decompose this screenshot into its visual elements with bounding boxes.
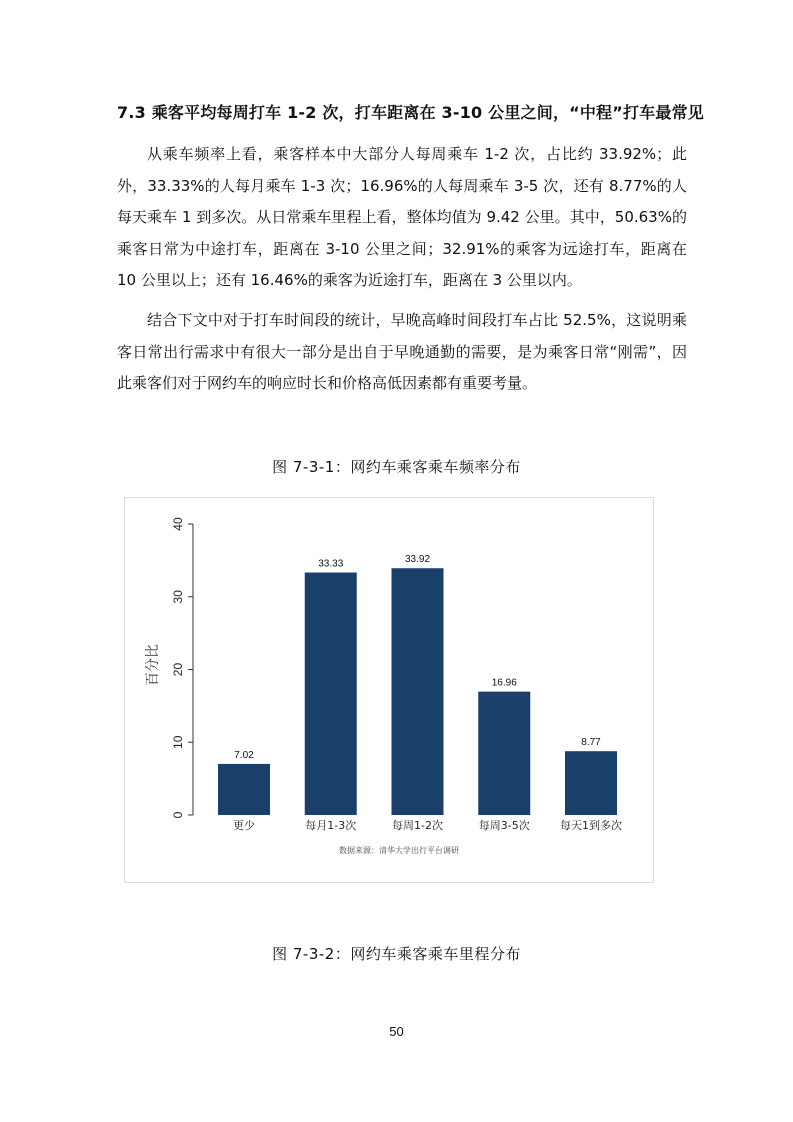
figure-1-caption: 图 7-3-1：网约车乘客乘车频率分布 [272,458,521,476]
x-category-label: 每天1到多次 [560,819,622,832]
page-number: 50 [389,1024,404,1039]
bar-value-label: 33.92 [404,554,431,566]
x-category-label: 每月1-3次 [305,819,357,832]
x-category-label: 更少 [233,819,255,832]
figure-2-caption: 图 7-3-2：网约车乘客乘车里程分布 [272,945,521,963]
bar [478,692,530,815]
section-heading: 7.3 乘客平均每周打车 1-2 次，打车距离在 3-10 公里之间，“中程”打车最常见 [117,103,704,122]
chart-source-note: 数据来源：清华大学出行平台调研 [339,846,459,855]
x-category-label: 每周3-5次 [478,819,530,832]
bar-value-label: 33.33 [318,558,344,570]
y-tick-label: 30 [171,590,185,604]
bar-value-label: 7.02 [234,749,254,761]
bar-value-label: 16.96 [491,677,517,689]
y-tick-label: 0 [171,811,185,819]
y-tick-label: 40 [171,517,185,531]
bar [565,751,617,815]
y-axis-label: 百分比 [145,644,161,686]
bar [218,764,270,815]
x-category-label: 每周1-2次 [392,819,443,832]
paragraph-commute-analysis: 结合下文中对于打车时间段的统计，早晚高峰时间段打车占比 52.5%，这说明乘客日常出行需求中有很大一部分是出自于早晚通勤的需要，是为乘客日常“刚需”，因此乘客们对于网约车的响应时长和价格高低因素都有重要考量。 [117,311,687,392]
y-tick-label: 10 [171,735,185,749]
bar [305,573,357,815]
bar-value-label: 8.77 [581,737,601,749]
paragraph-frequency-distance: 从乘车频率上看，乘客样本中大部分人每周乘车 1-2 次，占比约 33.92%；此外，33.33%的人每月乘车 1-3 次；16.96%的人每周乘车 3-5 次，还有 8.77%的人每天乘车 1 到多次。从日常乘车里程上看，整体均值为 9.42 公里。其中，50.63%的乘客日常为中途打车，距离在 3-10 公里之间；32.91%的乘客为远途打车，距离在 10 公里以上；还有 16.46%的乘客为近途打车，距离在 3 公里以内。 [117,145,687,289]
bar-chart-frame [124,497,654,883]
bar [392,568,444,815]
ride-frequency-bar-chart [125,498,653,882]
y-tick-label: 20 [171,662,185,677]
